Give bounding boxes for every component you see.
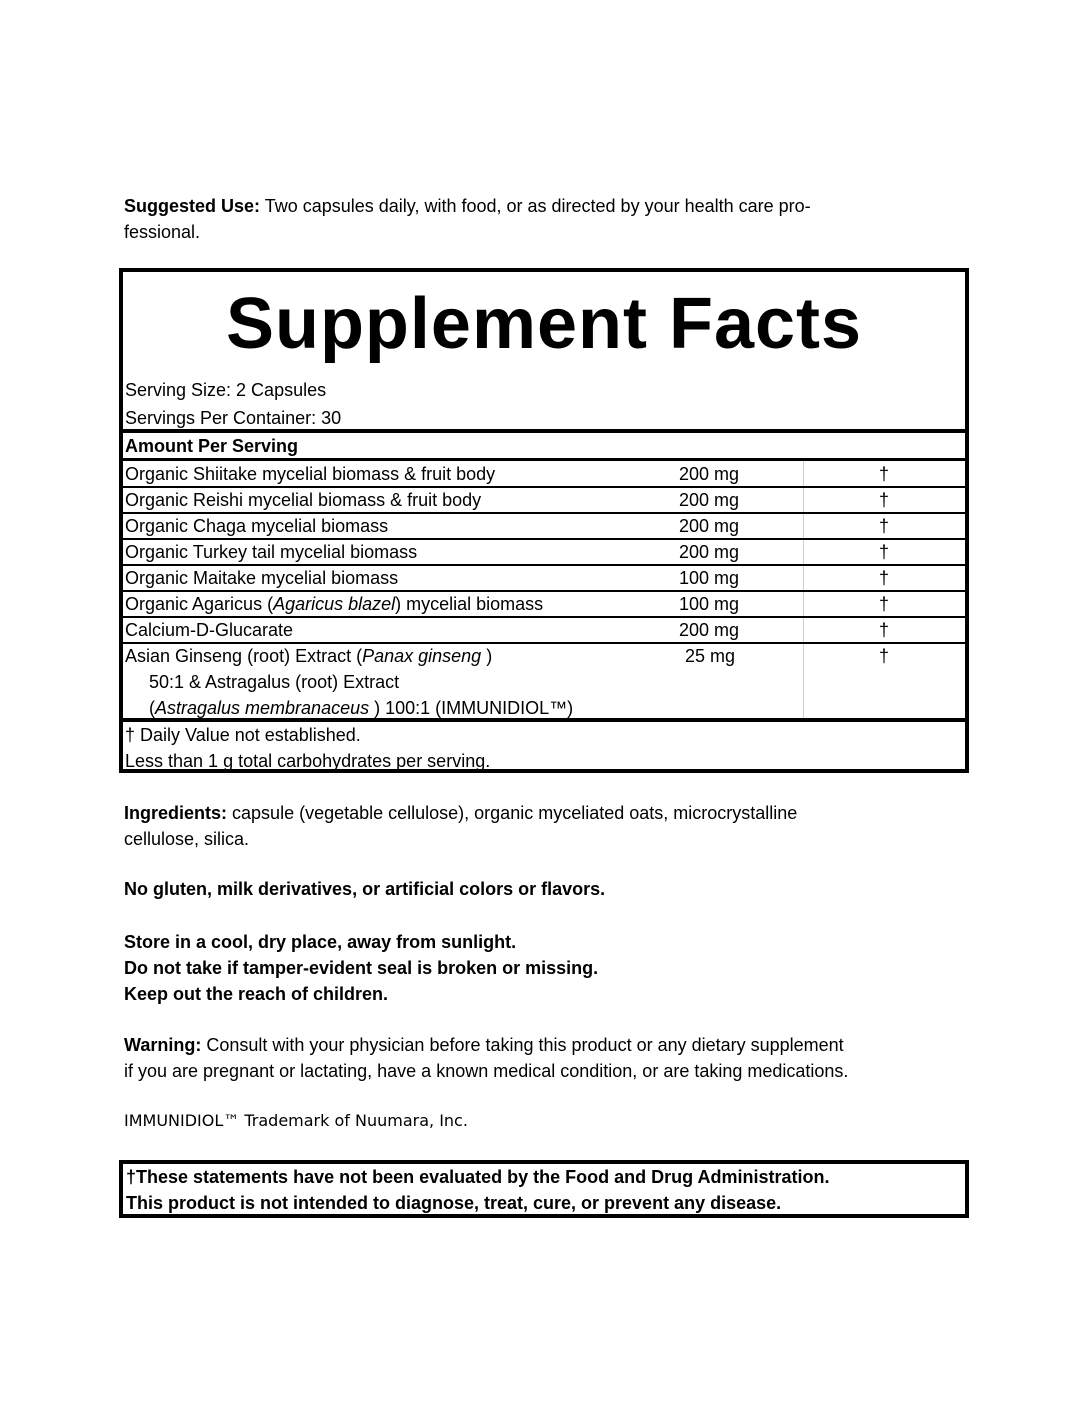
- table-row: [123, 591, 965, 617]
- row-dv: †: [879, 542, 890, 562]
- ingredients: [124, 800, 924, 852]
- row-dv: †: [879, 464, 890, 484]
- row-dv: †: [879, 516, 890, 536]
- row-dv: †: [879, 490, 890, 510]
- storage-line1: Store in a cool, dry place, away from sunlight.: [124, 932, 517, 952]
- row-amount: 200 mg: [679, 464, 740, 484]
- table-row: [123, 513, 965, 539]
- row-amount: 200 mg: [679, 620, 740, 640]
- table-row: [123, 617, 965, 643]
- warning-label: Warning:: [124, 1035, 202, 1055]
- ingredients-text-line2: cellulose, silica.: [124, 829, 250, 849]
- warning: [124, 1032, 944, 1084]
- serving-size: Serving Size: 2 Capsules: [125, 380, 327, 400]
- row-amount: 200 mg: [679, 516, 740, 536]
- amount-per-serving-header: Amount Per Serving: [125, 436, 299, 456]
- ginseng-line3: (Astragalus membranaceus ) 100:1 (IMMUNIDIOL™): [149, 698, 574, 718]
- trademark-notice: IMMUNIDIOL™ Trademark of Nuumara, Inc.: [124, 1111, 468, 1130]
- servings-per-container: Servings Per Container: 30: [125, 408, 342, 428]
- table-row: [123, 565, 965, 591]
- ingredients-label: Ingredients:: [124, 803, 228, 823]
- row-name: Organic Turkey tail mycelial biomass: [125, 542, 418, 562]
- table-row: [123, 487, 965, 513]
- row-amount: 200 mg: [679, 542, 740, 562]
- storage-line3: Keep out the reach of children.: [124, 984, 389, 1004]
- row-name: Organic Agaricus (Agaricus blazel) mycelial biomass: [125, 594, 544, 614]
- suggested-use: [124, 193, 924, 245]
- row-name: Calcium-D-Glucarate: [125, 620, 294, 640]
- table-row: [123, 461, 965, 487]
- row-dv: †: [879, 646, 890, 666]
- table-row-ginseng: [123, 643, 965, 721]
- row-name: Organic Reishi mycelial biomass & fruit body: [125, 490, 482, 510]
- row-dv: †: [879, 620, 890, 640]
- suggested-use-text-line2: fessional.: [124, 222, 201, 242]
- warning-text-line2: if you are pregnant or lactating, have a known medical condition, or are taking medications.: [124, 1061, 849, 1081]
- row-dv: †: [879, 568, 890, 588]
- warning-text-line1: Consult with your physician before taking this product or any dietary supplement: [206, 1035, 844, 1055]
- row-name: Organic Maitake mycelial biomass: [125, 568, 399, 588]
- row-amount: 100 mg: [679, 594, 740, 614]
- ginseng-line2: 50:1 & Astragalus (root) Extract: [149, 672, 400, 692]
- row-amount: 100 mg: [679, 568, 740, 588]
- footnote-carbohydrates: Less than 1 g total carbohydrates per serving.: [125, 751, 491, 771]
- free-from-statement: No gluten, milk derivatives, or artificial colors or flavors.: [124, 879, 606, 899]
- facts-title: Supplement Facts: [225, 284, 863, 364]
- row-dv: †: [879, 594, 890, 614]
- suggested-use-text-line1: Two capsules daily, with food, or as directed by your health care pro-: [264, 196, 811, 216]
- row-name: Organic Shiitake mycelial biomass & fruit body: [125, 464, 496, 484]
- ingredients-text-line1: capsule (vegetable cellulose), organic myceliated oats, microcrystalline: [232, 803, 798, 823]
- fda-disclaimer-box: [119, 1160, 969, 1218]
- row-amount: 25 mg: [685, 646, 736, 666]
- storage-instructions: [124, 929, 924, 1007]
- footnote-daily-value: † Daily Value not established.: [125, 725, 361, 745]
- suggested-use-label: Suggested Use:: [124, 196, 261, 216]
- supplement-facts-panel: [119, 268, 969, 773]
- row-amount: 200 mg: [679, 490, 740, 510]
- ginseng-line1: Asian Ginseng (root) Extract (Panax ginseng ): [125, 646, 493, 666]
- storage-line2: Do not take if tamper-evident seal is broken or missing.: [124, 958, 599, 978]
- row-name: Organic Chaga mycelial biomass: [125, 516, 389, 536]
- fda-line1: †These statements have not been evaluated by the Food and Drug Administration.: [126, 1167, 830, 1187]
- table-row: [123, 539, 965, 565]
- fda-line2: This product is not intended to diagnose, treat, cure, or prevent any disease.: [126, 1193, 782, 1213]
